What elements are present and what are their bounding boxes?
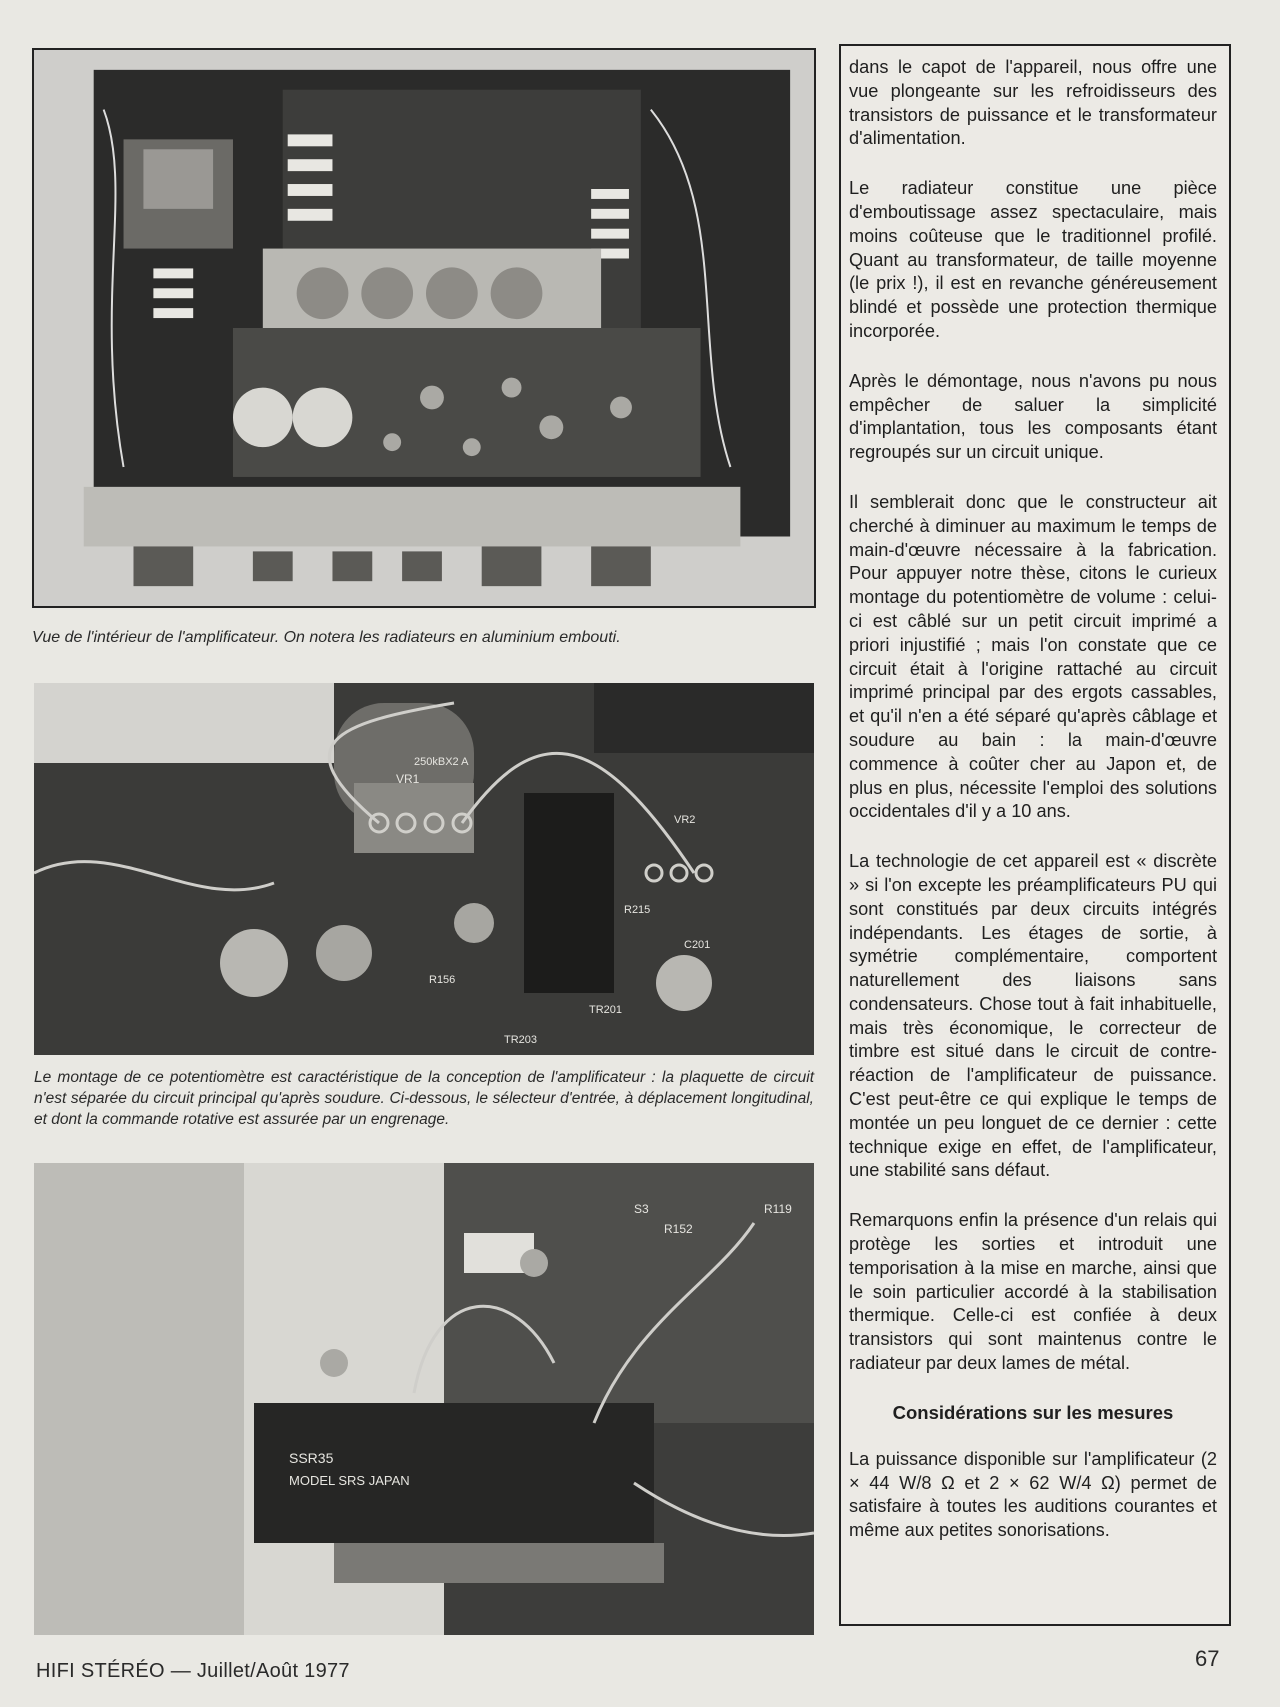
input-selector-photo	[34, 1163, 814, 1635]
r119-label: R119	[764, 1202, 792, 1216]
tr201-label: TR201	[589, 1004, 623, 1016]
r215-label: R215	[624, 904, 651, 916]
tr203-label: TR203	[504, 1034, 538, 1046]
amplifier-interior-photo	[32, 48, 816, 608]
article-paragraph: Après le démontage, nous n'avons pu nous empêcher de saluer la simplicité d'implantation, tous les composants étant regroupés sur un circuit unique.	[849, 370, 1217, 463]
vr1-label: 250kBX2 A	[414, 756, 469, 768]
photo-caption: Vue de l'intérieur de l'amplificateur. On notera les radiateurs en aluminium embouti.	[32, 629, 621, 646]
article-paragraph: Le radiateur constitue une pièce d'emboutissage assez spectaculaire, mais moins coûteuse que le traditionnel profilé. Quant au transformateur, de taille moyenne (le prix !), il est en revanche généreusement blindé et possède une protection thermique incorporée.	[849, 178, 1217, 341]
section-heading: Considérations sur les mesures	[892, 1401, 1174, 1423]
vr1-label-text: VR1	[396, 772, 420, 786]
c201-label: C201	[684, 939, 711, 951]
potentiometer-illustration	[34, 683, 814, 1055]
article-paragraph: Remarquons enfin la présence d'un relais qui protège les sorties et introduit une temporisation à la mise en marche, ainsi que le soin particulier accordé à la stabilisation thermique. Celle-ci est confiée à deux transistors qui sont maintenus contre le radiateur par deux lames de métal.	[849, 1210, 1217, 1374]
selector-brand-label: SSR35	[289, 1450, 334, 1466]
publication-footer: HIFI STÉRÉO — Juillet/Août 1977	[36, 1660, 350, 1682]
r156-label: R156	[429, 974, 456, 986]
article-paragraph: La puissance disponible sur l'amplificateur (2 × 44 W/8 Ω et 2 × 62 W/4 Ω) permet de satisfaire à toutes les auditions courantes et même aux petites sonorisations.	[849, 1448, 1217, 1541]
article-paragraph: La technologie de cet appareil est « discrète » si l'on excepte les préamplificateurs PU qui sont constitués par deux circuits intégrés indépendants. Les étages de sortie, à symétrie complémentaire, comportent naturellement des liaisons sans condensateurs. Chose tout à fait inhabituelle, mais très économique, le correcteur de timbre est situé dans le circuit de contre-réaction de l'amplificateur de puissance. C'est peut-être ce qui explique le temps de montée un peu longuet de ce dernier : cette technique exige en effet, de l'amplificateur, une stabilité sans défaut.	[849, 851, 1217, 1181]
s3-label: S3	[634, 1202, 649, 1216]
amplifier-interior-illustration	[34, 50, 814, 606]
vr2-label: VR2	[674, 814, 696, 826]
article-text-column	[839, 44, 1231, 1626]
input-selector-illustration	[34, 1163, 814, 1635]
page-number: 67	[1195, 1646, 1220, 1671]
article-paragraph: Il semblerait donc que le constructeur ait cherché à diminuer au maximum le temps de main-d'œuvre nécessaire à la fabrication. Pour appuyer notre thèse, citons le curieux montage du potentiomètre de volume : celui-ci est câblé sur un petit circuit imprimé a priori injustifié ; mais l'on constate que ce circuit était à l'origine rattaché au circuit imprimé principal par des ergots cassables, et qu'il n'en a été séparé qu'après câblage et soudure au bain : la main-d'œuvre commence à coûter cher au Japon et, de plus en plus, nécessite l'emploi des solutions occidentales d'il y a 10 ans.	[849, 491, 1217, 822]
r152-label: R152	[664, 1222, 693, 1236]
photo-caption: Le montage de ce potentiomètre est caractéristique de la conception de l'amplificateur : la plaquette de circuit n'est séparée du circuit principal qu'après soudure. Ci-dessous, le sélecteur d'entrée, à déplacement longitudinal, et dont la commande rotative est assurée par un engrenage.	[34, 1069, 814, 1128]
potentiometer-photo	[34, 683, 814, 1055]
article-paragraph: dans le capot de l'appareil, nous offre une vue plongeante sur les refroidisseurs des transistors de puissance et le transformateur d'alimentation.	[849, 57, 1217, 149]
selector-model-label: MODEL SRS JAPAN	[289, 1473, 410, 1488]
